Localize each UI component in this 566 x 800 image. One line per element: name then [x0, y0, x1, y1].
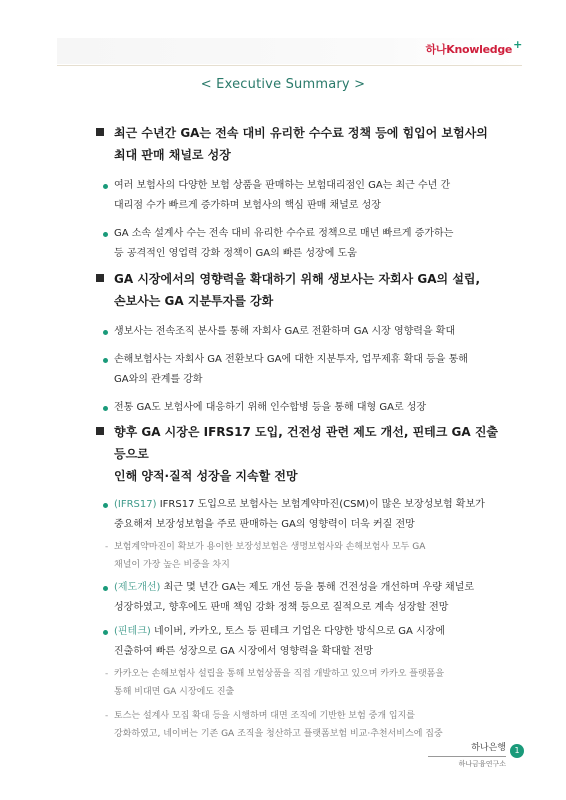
bullet-item: 손해보험사는 자회사 GA 전환보다 GA에 대한 지분투자, 업무제휴 확대 등을 통해 GA와의 관계를 강화 — [96, 350, 506, 390]
square-bullet-icon — [96, 274, 104, 282]
sub-item: - 카카오는 손해보험사 설립을 통해 보험상품을 직접 개발하고 있으며 카카오 플랫폼을 통해 비대면 GA 시장에도 진출 — [105, 669, 445, 697]
bullet-item: 여러 보험사의 다양한 보험 상품을 판매하는 보험대리점인 GA는 최근 수년 간 대리점 수가 빠르게 증가하며 보험사의 핵심 판매 채널로 성장 — [96, 176, 506, 216]
section-3 — [96, 421, 506, 743]
bullet-item: (IFRS17) IFRS17 도입으로 보험사는 보험계약마진(CSM)이 많은 보장성보험 확보가 중요해져 보장성보험을 주로 판매하는 GA의 영향력이 더욱 커질 전망 — [96, 495, 506, 535]
section-heading: 최근 수년간 GA는 전속 대비 유리한 수수료 정책 등에 힘입어 보험사의 최대 판매 채널로 성장 — [96, 122, 506, 166]
dot-bullet-icon — [103, 232, 108, 237]
footer — [428, 742, 506, 769]
footer-institute: 하나금융연구소 — [458, 760, 506, 768]
dot-bullet-icon — [103, 586, 108, 591]
square-bullet-icon — [96, 128, 104, 136]
dot-bullet-icon — [103, 503, 108, 508]
footer-divider — [428, 756, 506, 757]
square-bullet-icon — [96, 427, 104, 435]
dot-bullet-icon — [103, 330, 108, 335]
dot-bullet-icon — [103, 184, 108, 189]
sub-item: - 보험계약마진이 확보가 용이한 보장성보험은 생명보험사와 손해보험사 모두 GA 채널이 가장 높은 비중을 차지 — [105, 542, 426, 570]
plus-icon: + — [513, 38, 522, 51]
section-heading: GA 시장에서의 영향력을 확대하기 위해 생보사는 자회사 GA의 설립, 손보사는 GA 지분투자를 강화 — [96, 268, 506, 312]
bullet-item: 전통 GA도 보험사에 대응하기 위해 인수합병 등을 통해 대형 GA로 성장 — [96, 398, 506, 418]
page-title: < Executive Summary > — [200, 77, 366, 92]
page-number-badge: 1 — [510, 744, 524, 758]
sub-item: - 토스는 설계사 모집 확대 등을 시행하며 대면 조직에 기반한 보험 중개 입지를 강화하였고, 네이버는 기존 GA 조직을 청산하고 플랫폼보험 비교·추천서비스에 집중 — [105, 711, 443, 739]
bullet-item: 생보사는 전속조직 분사를 통해 자회사 GA로 전환하며 GA 시장 영향력을 확대 — [96, 322, 506, 342]
footer-bank-name: 하나은행 — [471, 743, 506, 753]
bullet-item: (제도개선) 최근 몇 년간 GA는 제도 개선 등을 통해 건전성을 개선하며 우량 채널로 성장하였고, 향후에도 판매 책임 강화 정책 등으로 질적으로 계속 성장할 전망 — [96, 578, 506, 618]
dot-bullet-icon — [103, 406, 108, 411]
section-heading: 향후 GA 시장은 IFRS17 도입, 건전성 관련 제도 개선, 핀테크 GA 진출 등으로 인해 양적·질적 성장을 지속할 전망 — [96, 421, 506, 487]
dot-bullet-icon — [103, 358, 108, 363]
dot-bullet-icon — [103, 630, 108, 635]
section-2 — [96, 268, 506, 418]
hana-knowledge-logo: 하나Knowledge+ — [425, 38, 522, 56]
bullet-item: GA 소속 설계사 수는 전속 대비 유리한 수수료 정책으로 매년 빠르게 증가하는 등 공격적인 영업력 강화 정책이 GA의 빠른 성장에 도움 — [96, 224, 506, 264]
section-1 — [96, 122, 506, 264]
bullet-item: (핀테크) 네이버, 카카오, 토스 등 핀테크 기업은 다양한 방식으로 GA 시장에 진출하여 빠른 성장으로 GA 시장에서 영향력을 확대할 전망 — [96, 622, 506, 662]
header-divider — [57, 65, 522, 66]
